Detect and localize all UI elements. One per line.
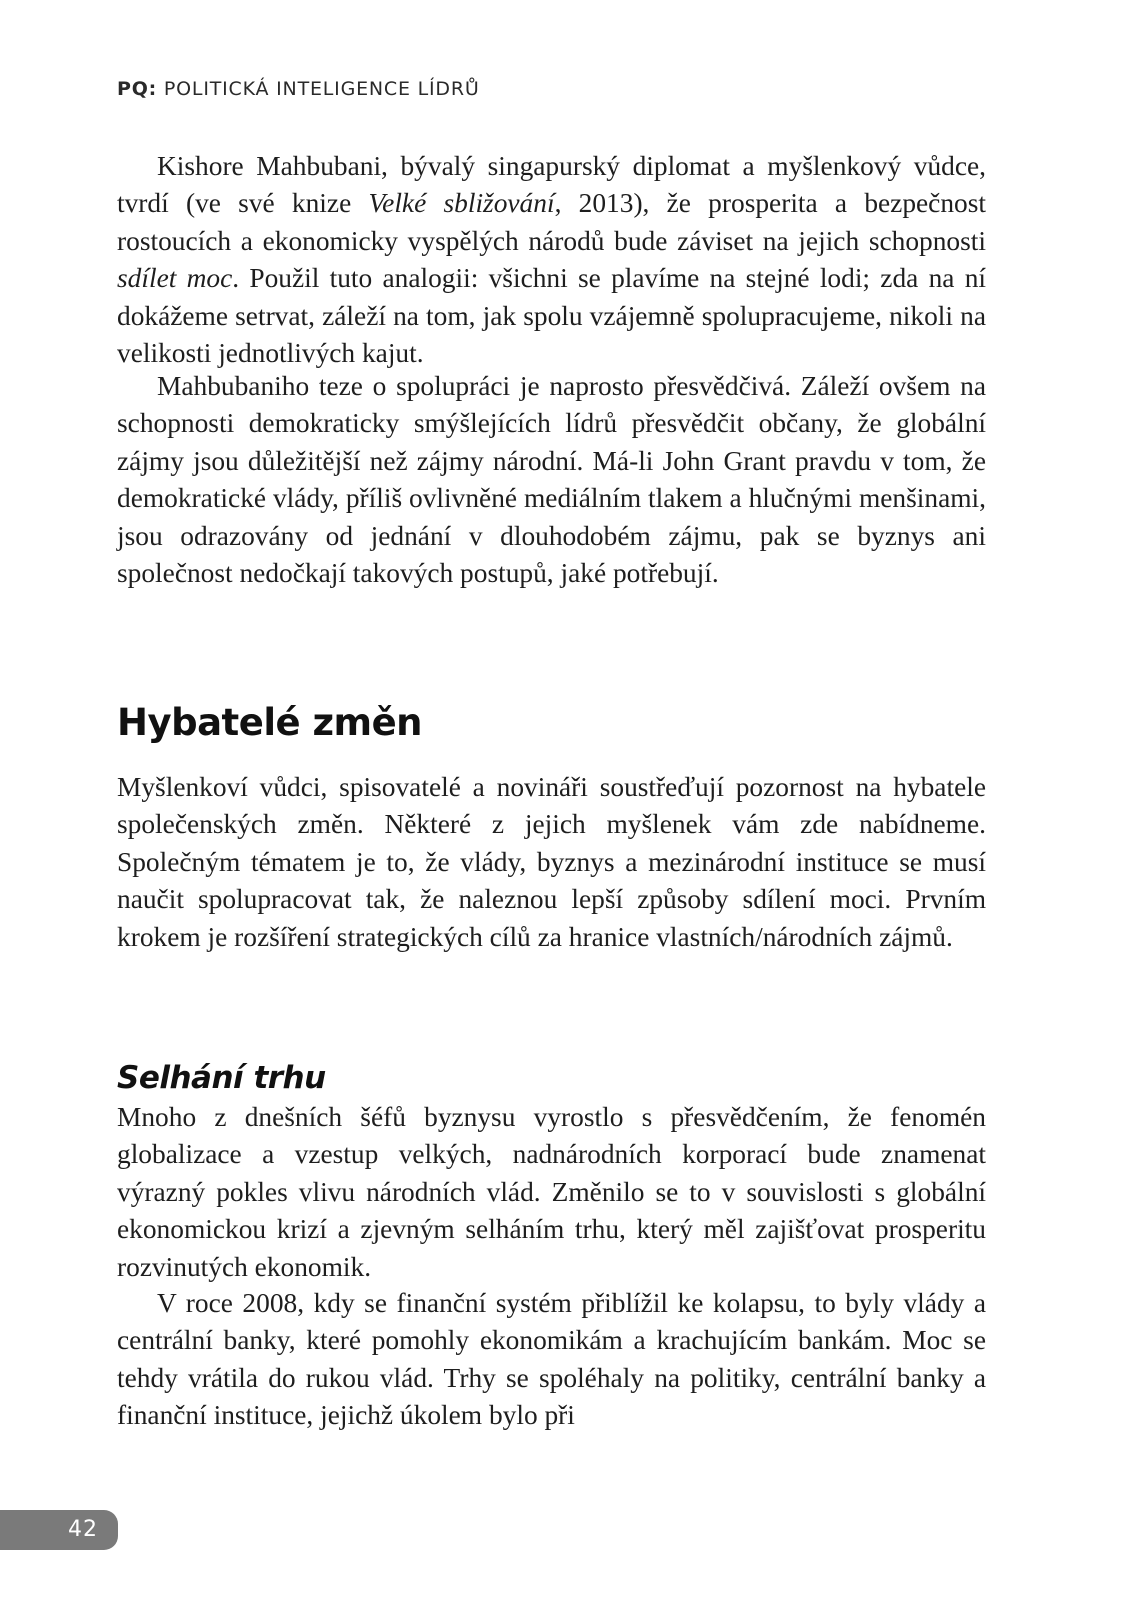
paragraph-1-part-c: . Použil tuto analogii: všichni se plavíme na stejné lodi; zda na ní dokážeme setrvat, záleží na tom, jak spolu vzájemně spolupracujeme, nikoli na velikosti jednotlivých kajut. [117,263,986,369]
paragraph-1-part-b: , 2013), že prosperita a bezpečnost rostoucích a ekonomicky vyspělých národů bude záviset na jejich schopnosti [117,188,987,256]
book-title: Velké sbližování [368,188,555,219]
page-number: 42 [68,1517,98,1542]
paragraph-5: V roce 2008, kdy se finanční systém přiblížil ke kolapsu, to byly vlády a centrální banky, které pomohly ekonomikám a krachujícím bankám. Moc se tehdy vrátila do rukou vlád. Trhy se spoléhaly na politiky, centrální banky a finanční instituce, jejichž úkolem bylo při [117,1288,986,1431]
running-header [117,78,480,100]
paragraph-1-part-a: Kishore Mahbubani, bývalý singapurský diplomat a myšlenkový vůdce, tvrdí (ve své knize [117,151,986,219]
paragraph-3: Myšlenkoví vůdci, spisovatelé a novináři soustřeďují pozornost na hybatele společenských změn. Některé z jejich myšlenek vám zde nabídneme. Společným tématem je to, že vlády, byznys a mezinárodní instituce se musí naučit spolupracovat tak, že naleznou lepší způsoby sdílení moci. Prvním krokem je rozšíření strategických cílů za hranice vlastních/národních zájmů. [117,772,986,952]
paragraph-4: Mnoho z dnešních šéfů byznysu vyrostlo s přesvědčením, že fenomén globalizace a vzestup velkých, nadnárodních korporací bude znamenat výrazný pokles vlivu národních vlád. Změnilo se to v souvislosti s globální ekonomickou krizí a zjevným selháním trhu, který měl zajišťovat prosperitu rozvinutých ekonomik. [117,1102,986,1282]
subsection-heading: Selhání trhu [117,1060,326,1096]
running-header-prefix: PQ: [117,78,158,100]
section-heading: Hybatelé změn [117,701,423,744]
paragraph-1 [117,148,986,372]
paragraph-2: Mahbubaniho teze o spolupráci je naprosto přesvědčivá. Záleží ovšem na schopnosti demokraticky smýšlejících lídrů přesvědčit občany, že globální zájmy jsou důležitější než zájmy národní. Má-li John Grant pravdu v tom, že demokratické vlády, příliš ovlivněné mediálním tlakem a hlučnými menšinami, jsou odrazovány od jednání v dlouhodobém zájmu, pak se byznys ani společnost nedočkají takových postupů, jaké potřebují. [117,371,986,589]
page-number-tab [0,1510,118,1550]
running-header-title: POLITICKÁ INTELIGENCE LÍDRŮ [157,78,480,100]
emphasis-share-power: sdílet moc [117,263,233,294]
